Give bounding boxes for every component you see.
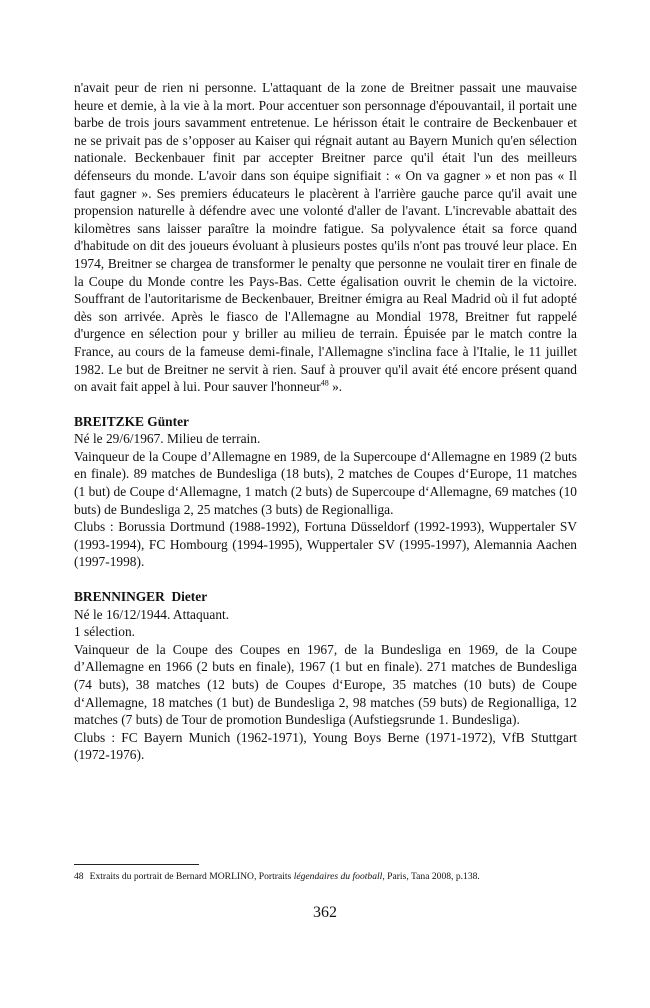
player-birth: Né le 29/6/1967. Milieu de terrain. [74, 431, 261, 447]
player-caps: 1 sélection. [74, 624, 135, 640]
player-record: Vainqueur de la Coupe des Coupes en 1967, de la Bundesliga en 1969, de la Coupe d’Allemagne en 1966 (2 buts en finale), 1967 (1 but en finale). 271 matches de Bundesliga (74 buts), 38 matches (12 buts) de Coupes d‘Europe, 35 matches (10 buts) de Coupe d‘Allemagne, 18 matches (1 but) de Bundesliga 2, 98 matches (59 buts) de Regionalliga, 12 matches (7 buts) de Tour de promotion Bundesliga (Aufstiegsrunde 1. Bundesliga). [74, 641, 577, 728]
footnote-divider [74, 864, 199, 865]
player-entry [74, 413, 577, 571]
spacer [74, 571, 577, 588]
footnote-text-after: , Paris, Tana 2008, p.138. [382, 871, 480, 882]
footnote [74, 871, 594, 883]
intro-text: n'avait peur de rien ni personne. L'attaquant de la zone de Breitner passait une mauvaise heure et demie, à la vie à la mort. Pour accentuer son personnage d'épouvantail, il portait une barbe de trois jours savamment entretenue. Le hérisson était le contraire de Beckenbauer et ne se privait pas de s’opposer au Kaiser qui régnait autant au Bayern Munich qu'en sélection nationale. Beckenbauer finit par accepter Breitner parce qu'il était l'un des meilleurs défenseurs du monde. L'avoir dans son équipe signifiait : « On va gagner » et non pas « Il faut gagner ». Ses premiers éducateurs le placèrent à l'arrière gauche parce qu'il avait une propension naturelle à défendre avec une volonté d'aller de l'avant. L'increvable abattait des kilomètres sans laisser paraître la moindre fatigue. Sa polyvalence était sa force quand d'habitude on dit des joueurs évoluant à plusieurs postes qu'ils n'ont pas trouvé leur place. En 1974, Breitner se chargea de transformer le penalty que personne ne voulait tirer en finale de la Coupe du Monde contre les Pays-Bas. Cette égalisation ouvrit le chemin de la victoire. Souffrant de l'autoritarisme de Beckenbauer, Breitner émigra au Real Madrid où il fut adopté dès son arrivée. Après le fiasco de l'Allemagne au Mondial 1978, Breitner fut rappelé d'urgence en sélection pour y briller au milieu de terrain. Épuisée par le match contre la France, au cours de la fameuse demi-finale, l'Allemagne s'inclina face à l'Italie, le 11 juillet 1982. Le but de Breitner ne servit à rien. Sauf à prouver qu'il avait été encore présent quand on avait fait appel à lui. Pour sauver l'honneur [74, 80, 577, 395]
intro-tail: ». [328, 379, 343, 395]
footnote-title: légendaires du football [293, 871, 383, 882]
footnote-reference: 48 [320, 378, 329, 388]
player-record: Vainqueur de la Coupe d’Allemagne en 1989, de la Supercoupe d‘Allemagne en 1989 (2 buts en finale). 89 matches de Bundesliga (18 buts), 2 matches de Coupes d‘Europe, 11 matches (1 but) de Coupe d‘Allemagne, 1 match (2 buts) de Supercoupe d‘Allemagne, 69 matches (10 buts) de Bundesliga 2, 25 matches (3 buts) de Regionalliga. [74, 448, 577, 517]
page-body [74, 79, 577, 764]
footnote-number: 48 [74, 871, 84, 882]
intro-paragraph [74, 79, 577, 396]
page-number: 362 [313, 904, 337, 921]
player-clubs: Clubs : FC Bayern Munich (1962-1971), Young Boys Berne (1971-1972), VfB Stuttgart (1972-1976). [74, 729, 577, 763]
player-clubs: Clubs : Borussia Dortmund (1988-1992), Fortuna Düsseldorf (1992-1993), Wuppertaler SV (1993-1994), FC Hombourg (1994-1995), Wuppertaler SV (1995-1997), Alemannia Aachen (1997-1998). [74, 519, 577, 570]
player-entry [74, 588, 577, 764]
footnote-text-before: Extraits du portrait de Bernard MORLINO, Portraits [89, 871, 294, 882]
player-name: BREITZKE Günter [74, 413, 189, 429]
player-birth: Né le 16/12/1944. Attaquant. [74, 606, 230, 622]
player-name: BRENNINGER Dieter [74, 589, 208, 605]
spacer [74, 396, 577, 413]
